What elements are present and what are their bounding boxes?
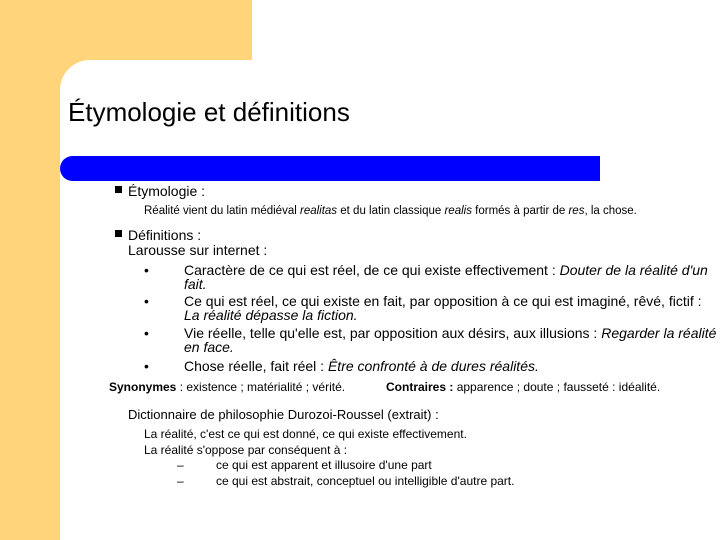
dictionary-sub-item: ce qui est abstrait, conceptuel ou intelligible d'autre part.	[216, 474, 515, 488]
list-bullet: •	[144, 325, 149, 341]
etymology-text-part: formés à partir de	[471, 205, 569, 217]
definition-item	[184, 294, 718, 322]
etymology-text	[144, 205, 637, 217]
synonyms-label: Synonymes	[109, 380, 177, 394]
definition-example: Regarder la réalité en face.	[184, 325, 717, 355]
latin-word-realitas: realitas	[299, 205, 338, 217]
contraires-line	[386, 380, 660, 394]
title-underline-bar	[60, 156, 600, 181]
definition-example: La réalité dépasse la fiction.	[184, 307, 358, 323]
definition-text: Caractère de ce qui est réel, de ce qui existe effectivement :	[184, 262, 560, 278]
definition-text: Chose réelle, fait réel :	[184, 358, 328, 374]
larousse-source-label: Larousse sur internet :	[128, 242, 268, 258]
synonyms-line	[109, 380, 345, 394]
definition-item	[184, 263, 718, 291]
latin-word-realis: realis	[444, 205, 472, 217]
etymology-text-part: Réalité vient du latin médiéval	[144, 205, 300, 217]
synonyms-text: : existence ; matérialité ; vérité.	[176, 380, 346, 394]
slide-title: Étymologie et définitions	[68, 97, 350, 127]
definition-example: Être confronté à de dures réalités.	[327, 358, 539, 374]
definition-item	[184, 326, 718, 354]
dictionary-line: La réalité, c'est ce qui est donné, ce qui existe effectivement.	[144, 427, 467, 441]
list-bullet: •	[144, 293, 149, 309]
definition-text: Vie réelle, telle qu'elle est, par opposition aux désirs, aux illusions :	[184, 325, 602, 341]
list-bullet: •	[144, 358, 149, 374]
dictionary-sub-item: ce qui est apparent et illusoire d'une part	[216, 458, 432, 472]
etymology-heading: Étymologie :	[128, 183, 206, 199]
definitions-heading: Définitions :	[128, 227, 202, 243]
decorative-left-band	[0, 0, 60, 540]
square-bullet-icon	[115, 230, 122, 237]
contraires-label: Contraires :	[386, 380, 454, 394]
dictionary-line: La réalité s'oppose par conséquent à :	[144, 443, 348, 457]
list-bullet: •	[144, 262, 149, 278]
definition-item	[184, 359, 718, 373]
contraires-text: apparence ; doute ; fausseté : idéalité.	[453, 380, 661, 394]
etymology-text-part: et du latin classique	[337, 205, 445, 217]
square-bullet-icon	[115, 186, 122, 193]
dash-bullet: –	[177, 458, 184, 472]
dash-bullet: –	[177, 474, 184, 488]
definition-example: Douter de la réalité d'un fait.	[184, 262, 708, 292]
definition-text: Ce qui est réel, ce qui existe en fait, par opposition à ce qui est imaginé, rêvé, fictif :	[184, 293, 702, 309]
dictionary-heading: Dictionnaire de philosophie Durozoi-Roussel (extrait) :	[128, 407, 439, 422]
latin-word-res: res	[568, 205, 585, 217]
etymology-text-part: , la chose.	[584, 205, 637, 217]
